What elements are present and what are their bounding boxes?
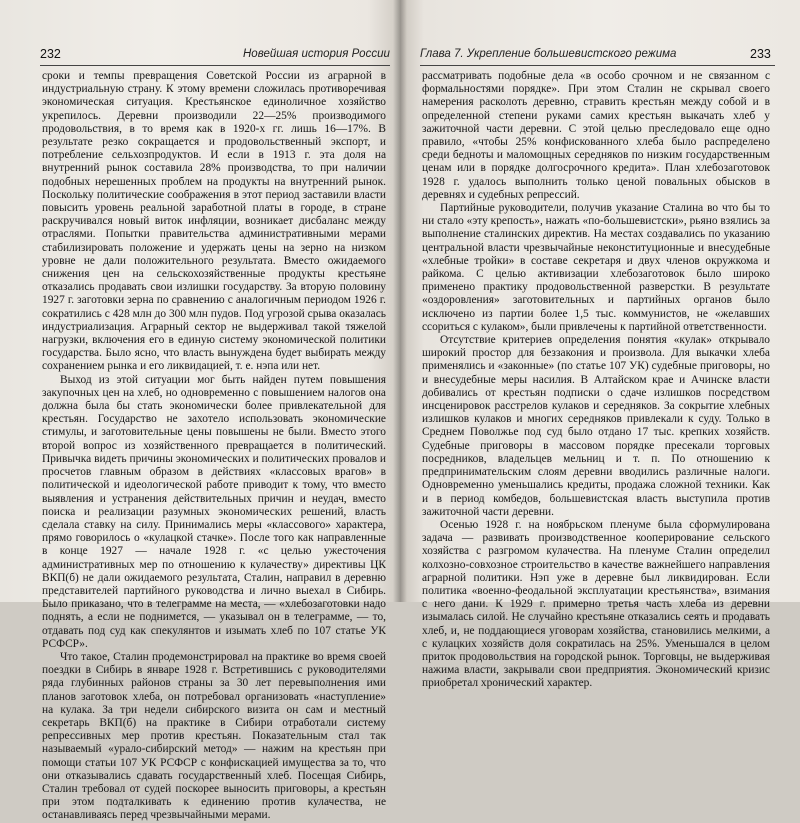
book-gutter-shadow	[393, 0, 407, 602]
left-running-head: Новейшая история России	[243, 48, 390, 60]
right-page-number: 233	[750, 47, 771, 61]
paragraph: Что такое, Сталин продемонстрировал на практике во время своей поездки в Сибирь в январе 1928 г. Встретившись с руководителями ряда глубинных районов страны за 30 лет перевыполнения ими планов заготовок хлеба, он потребовал организовать «наступление» на кулака. За три недели сибирского визита он сам и местный секретарь ВКП(б) на практике в Сибири отработали систему репрессивных мер против крестьян. Показательным стал так называемый «урало-сибирский метод» — нажим на крестьян при помощи статьи 107 УК РСФСР с конфискацией имущества за то, что они отказывались сдавать государственный хлеб. Посещая Сибирь, Сталин требовал от судей поскорее выносить приговоры, а крестьян при этом подталкивать к единению против кулачества, не останавливаясь перед чрезвычайными мерами.	[42, 650, 386, 822]
paragraph: рассматривать подобные дела «в особо срочном и не связанном с формальностями порядке». При этом Сталин не скрывал своего намерения расколоть деревню, стравить крестьян между собой и в определенной степени руками самих крестьян выкачать хлеб у зажиточной части деревни. С этой целью преследовало еще одно правило, «чтобы 25% конфискованного хлеба было распределено среди бедноты и маломощных середняков по низким государственным ценам или в порядке долгосрочного кредита». План хлебозаготовок 1928 г. удалось выполнить только ценой повальных обысков в деревнях и судебных репрессий.	[422, 70, 770, 201]
paragraph: сроки и темпы превращения Советской России из аграрной в индустриальную страну. К этому времени сложилась противоречивая экономическая ситуация. Крестьянское единоличное хозяйство укрепилось. Деревни производили 22—25% производимого продовольствия, в то время как в 1920-х гг. лишь 16—17%. В результате резко сокращается и продовольственный экспорт, и потребление сельхозпродуктов. И если в 1913 г. эта доля на внутренний рынок составила 28% производства, то при наличии подобных нерешенных проблем на продукты на внутренний рынок. Поскольку политические соображения в этот период заставили власти повысить уровень реальной заработной платы в городе, в стране раскручивался новый виток инфляции, возникает дисбаланс между отраслями. Попытки правительства административными мерами стабилизировать положение и удержать цены на зерно на низком уровне не дали положительного результата. Вместо ожидаемого снижения цен на сельскохозяйственные продукты крестьяне отказались продавать свои излишки государству. За вторую половину 1927 г. заготовки зерна по сравнению с аналогичным периодом 1926 г. сократились с 428 млн до 300 млн пудов. Под угрозой срыва оказалась индустриализация. Аграрный сектор не выдерживал такой тяжелой нагрузки, включения его в единую систему экономической политики государства. Было ясно, что власть вынуждена будет выбирать между сохранением рынка и его ликвидацией, т. е. нэпа или нет.	[42, 70, 386, 373]
paragraph: Осенью 1928 г. на ноябрьском пленуме была сформулирована задача — развивать производственное кооперирование сельского хозяйства с разгромом кулачества. На пленуме Сталин определил колхозно-совхозное строительство в качестве важнейшего направления аграрной политики. Нэп уже в деревне был ликвидирован. Если политика «военно-феодальной эксплуатации крестьянства», взимания с него дани. К 1929 г. примерно третья часть хлеба из деревни изымалась силой. Не случайно крестьяне отказались сеять и продавать хлеб, и, не поддающиеся уговорам хозяйства, становились мелкими, а с кулацких хозяйств доля сократилась на 25%. Уменьшался в целом приток продовольствия на городской рынок. Торговцы, не выдерживая нажима власти, закрывали свои предприятия. Экономический кризис приобретал хронический характер.	[422, 518, 770, 690]
paragraph: Отсутствие критериев определения понятия «кулак» открывало широкий простор для беззакония и произвола. Для выкачки хлеба применялись и «законные» (по статье 107 УК) судебные приговоры, но и внесудебные меры насилия. В Алтайском крае и Ачинске власти добивались от крестьян подписки о сдаче излишков посредством инсценировок расстрелов кулаков и середняков. За сокрытие хлебных излишков кулаков и многих середняков привлекали к суду. Только в Среднем Поволжье под суд было отдано 17 тыс. крепких хозяйств. Судебные приговоры в массовом порядке пресекали торговых посредников, владельцев мельниц и т. п. По отношению к предпринимательским слоям деревни вводились различные налоги. Одновременно уменьшались кредиты, продажа сложной техники. Как и в период комбедов, большевистская власть выступила против зажиточной части деревни.	[422, 334, 770, 518]
right-text-column	[422, 70, 770, 691]
paragraph: Партийные руководители, получив указание Сталина во что бы то ни стало «эту крепость», нажать «по-большевистски», рьяно взялись за выполнение сталинских директив. На местах создавались по указанию центральной власти чрезвычайные неконституционные и внесудебные «хлебные тройки» в составе секретаря и двух членов окружкома и райкома. С целью активизации хлебозаготовок было широко применено практику продовольственной разверстки. В результате «оздоровления» заготовительных и партийных органов было исключено из партии более 1,5 тыс. коммунистов, не «желавших ссориться с кулаком», были привлечены к партийной ответственности.	[422, 202, 770, 333]
paragraph: Выход из этой ситуации мог быть найден путем повышения закупочных цен на хлеб, но одновременно с повышением налогов она должна была бы стать экономически более привлекательной для крестьян. Государство не захотело использовать экономические стимулы, и заготовительные цены повышены не были. Вместо этого второй вопрос из хозяйственного превращается в политический. Привычка видеть причины экономических и политических провалов и просчетов главным образом в действиях «классовых врагов» в политической и идеологической работе приводит к тому, что вместо выявления и устранения действительных причин и неудач, вместо поиска и реализации разумных экономических решений, власть сделала ставку на силу. Принимались меры «классового» характера, прямо говорилось о «кулацкой стачке». После того как направленные в конце 1927 — начале 1928 г. «с целью ужесточения административных мер по отношению к кулачеству» директивы ЦК ВКП(б) не дали ожидаемого результата, Сталин, направил в деревню представителей партийного руководства и лично выехал в Сибирь. Было приказано, что в телеграмме на места, — «хлебозаготовки надо поднять, а если не поднимется, — указывал он в телеграмме, — то, отдавать под суд как спекулянтов и изымать хлеб по 107 статье УК РСФСР».	[42, 373, 386, 650]
left-page-number: 232	[40, 47, 61, 61]
right-running-head: Глава 7. Укрепление большевистского режима	[420, 48, 677, 60]
